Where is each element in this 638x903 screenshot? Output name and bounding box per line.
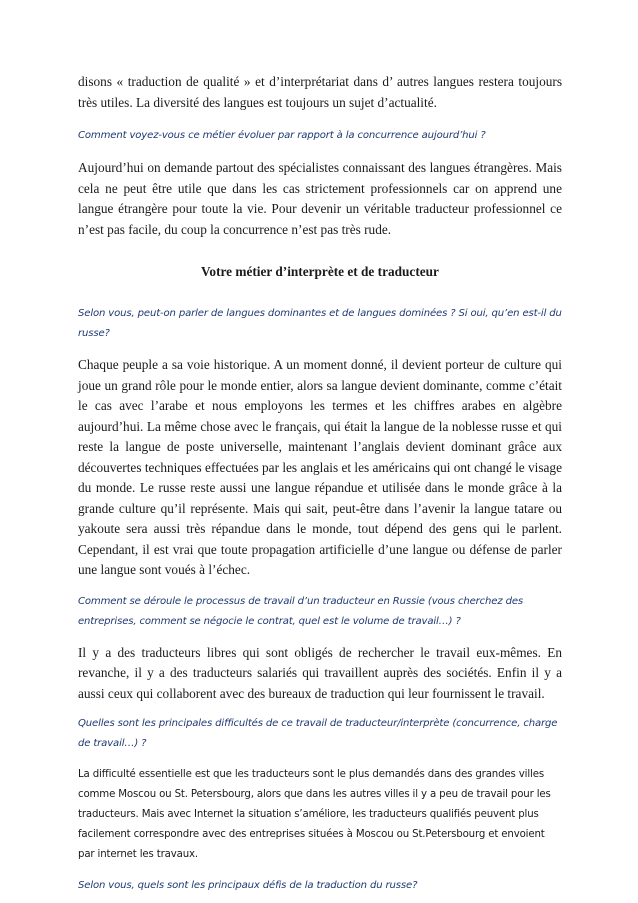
answer-dominant-languages: Chaque peuple a sa voie historique. A un moment donné, il devient porteur de culture qui joue un grand rôle pour le monde entier, alors sa langue devient dominante, comme c’était le cas avec l’arabe et nous employons les termes et les chiffres arabes en algèbre aujourd’hui. La même chose avec le français, qui était la langue de la noblesse russe et qui reste la langue de poste universelle, maintenant l’anglais devient dominant grâce aux découvertes techniques effectuées par les anglais et les américains qui ont changé le visage du monde. Le russe reste aussi une langue répandue et utilisée dans le monde grâce à la grande culture qu’il représente. Mais qui sait, peut-être dans l’avenir la langue tatare ou yakoute sera aussi très répandue dans le monde, tout dépend des gens qui le parlent. Cependant, il est vrai que toute propagation artificielle d’une langue ou défense de parler une langue sont voués à l’échec.	[78, 357, 562, 577]
question-work-process: Comment se déroule le processus de travail d’un traducteur en Russie (vous cherchez des entreprises, comment se négocie le contrat, quel est le volume de travail…) ?	[78, 595, 523, 627]
question-difficulties: Quelles sont les principales difficultés de ce travail de traducteur/interprète (concurrence, charge de travail…) ?	[78, 718, 558, 749]
intro-paragraph: disons « traduction de qualité » et d’interprétariat dans d’ autres langues restera toujours très utiles. La diversité des langues est toujours un sujet d’actualité.	[78, 74, 562, 110]
answer-competition: Aujourd’hui on demande partout des spécialistes connaissant des langues étrangères. Mais cela ne peut être utile que dans les cas strictement professionnels car on apprend une langue étrangère pour toute la vie. Pour devenir un véritable traducteur professionnel ce n’est pas facile, du coup la concurrence n’est pas très rude.	[78, 160, 562, 237]
question-dominant-languages: Selon vous, peut-on parler de langues dominantes et de langues dominées ? Si oui, qu’en est-il du russe?	[78, 308, 562, 339]
question-challenges: Selon vous, quels sont les principaux défis de la traduction du russe?	[78, 880, 418, 891]
question-competition: Comment voyez-vous ce métier évoluer par rapport à la concurrence aujourd’hui ?	[78, 130, 486, 141]
answer-difficulties: La difficulté essentielle est que les traducteurs sont le plus demandés dans des grandes villes comme Moscou ou St. Petersbourg, alors que dans les autres villes il y a peu de travail pour les traducteurs. Mais avec Internet la situation s’améliore, les traducteurs qualifiés peuvent plus facilement correspondre avec des entreprises situées à Moscou ou St.Petersbourg et envoient par internet les travaux.	[78, 769, 551, 860]
section-heading: Votre métier d’interprète et de traducteur	[201, 264, 439, 279]
answer-work-process: Il y a des traducteurs libres qui sont obligés de rechercher le travail eux-mêmes. En revanche, il y a des traducteurs salariés qui travaillent auprès des sociétés. Enfin il y a aussi ceux qui collaborent avec des bureaux de traduction qui leur fournissent le travail.	[78, 644, 562, 701]
